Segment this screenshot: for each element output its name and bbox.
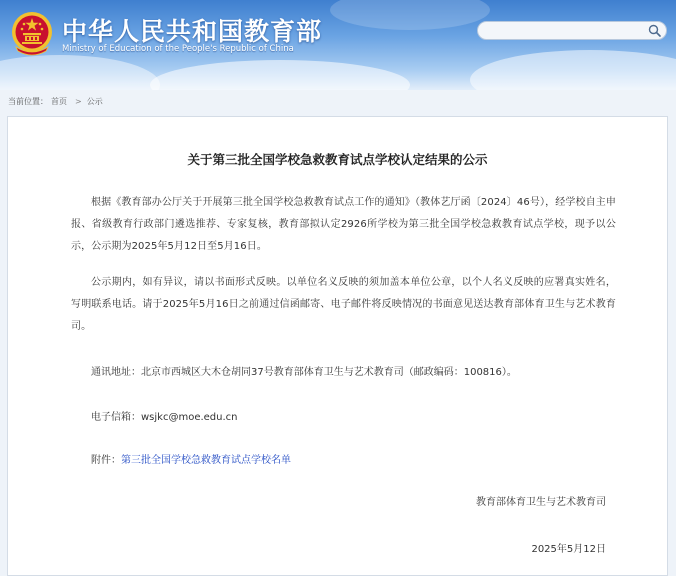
- national-emblem-icon[interactable]: [10, 11, 54, 57]
- cloud-decoration: [150, 60, 410, 90]
- mailing-address: 通讯地址：北京市西城区大木仓胡同37号教育部体育卫生与艺术教育司（邮政编码：100816）。: [91, 367, 517, 378]
- cloud-decoration: [470, 50, 676, 90]
- cloud-decoration: [330, 0, 490, 30]
- issuing-office: 教育部体育卫生与艺术教育司: [476, 497, 606, 508]
- attachment-label: 附件：: [91, 455, 121, 466]
- article-paragraph: 根据《教育部办公厅关于开展第三批全国学校急救教育试点工作的通知》（教体艺厅函〔2024〕46号），经学校自主申报、省级教育行政部门遴选推荐、专家复核，教育部拟认定2926所学校为第三批全国学校急救教育试点学校，现予以公示，公示期为2025年5月12日至5月16日。: [71, 197, 616, 252]
- search-icon[interactable]: [648, 24, 661, 37]
- breadcrumb: [8, 96, 106, 107]
- article-title: 关于第三批全国学校急救教育试点学校认定结果的公示: [187, 152, 488, 167]
- site-title[interactable]: 中华人民共和国教育部: [62, 17, 323, 46]
- publish-date: 2025年5月12日: [531, 544, 606, 555]
- site-header: [0, 0, 676, 90]
- article-panel: [7, 116, 668, 576]
- breadcrumb-home-link[interactable]: 首页: [51, 97, 67, 106]
- attachment-line: [91, 450, 291, 472]
- breadcrumb-current[interactable]: 公示: [86, 97, 103, 106]
- email-address: 电子信箱：wsjkc@moe.edu.cn: [91, 412, 238, 423]
- search-input[interactable]: [486, 23, 638, 38]
- article-paragraph: 公示期内，如有异议，请以书面形式反映。以单位名义反映的须加盖本单位公章，以个人名义反映的应署真实姓名，写明联系电话。请于2025年5月16日之前通过信函邮寄、电子邮件将反映情况的书面意见送达教育部体育卫生与艺术教育司。: [71, 277, 616, 332]
- site-subtitle: Ministry of Education of the People's Republic of China: [62, 44, 294, 54]
- breadcrumb-label: 当前位置：: [8, 97, 48, 106]
- breadcrumb-separator: >: [75, 97, 82, 106]
- attachment-link[interactable]: 第三批全国学校急救教育试点学校名单: [121, 455, 291, 466]
- search-box[interactable]: [477, 21, 667, 40]
- cloud-decoration: [0, 55, 160, 90]
